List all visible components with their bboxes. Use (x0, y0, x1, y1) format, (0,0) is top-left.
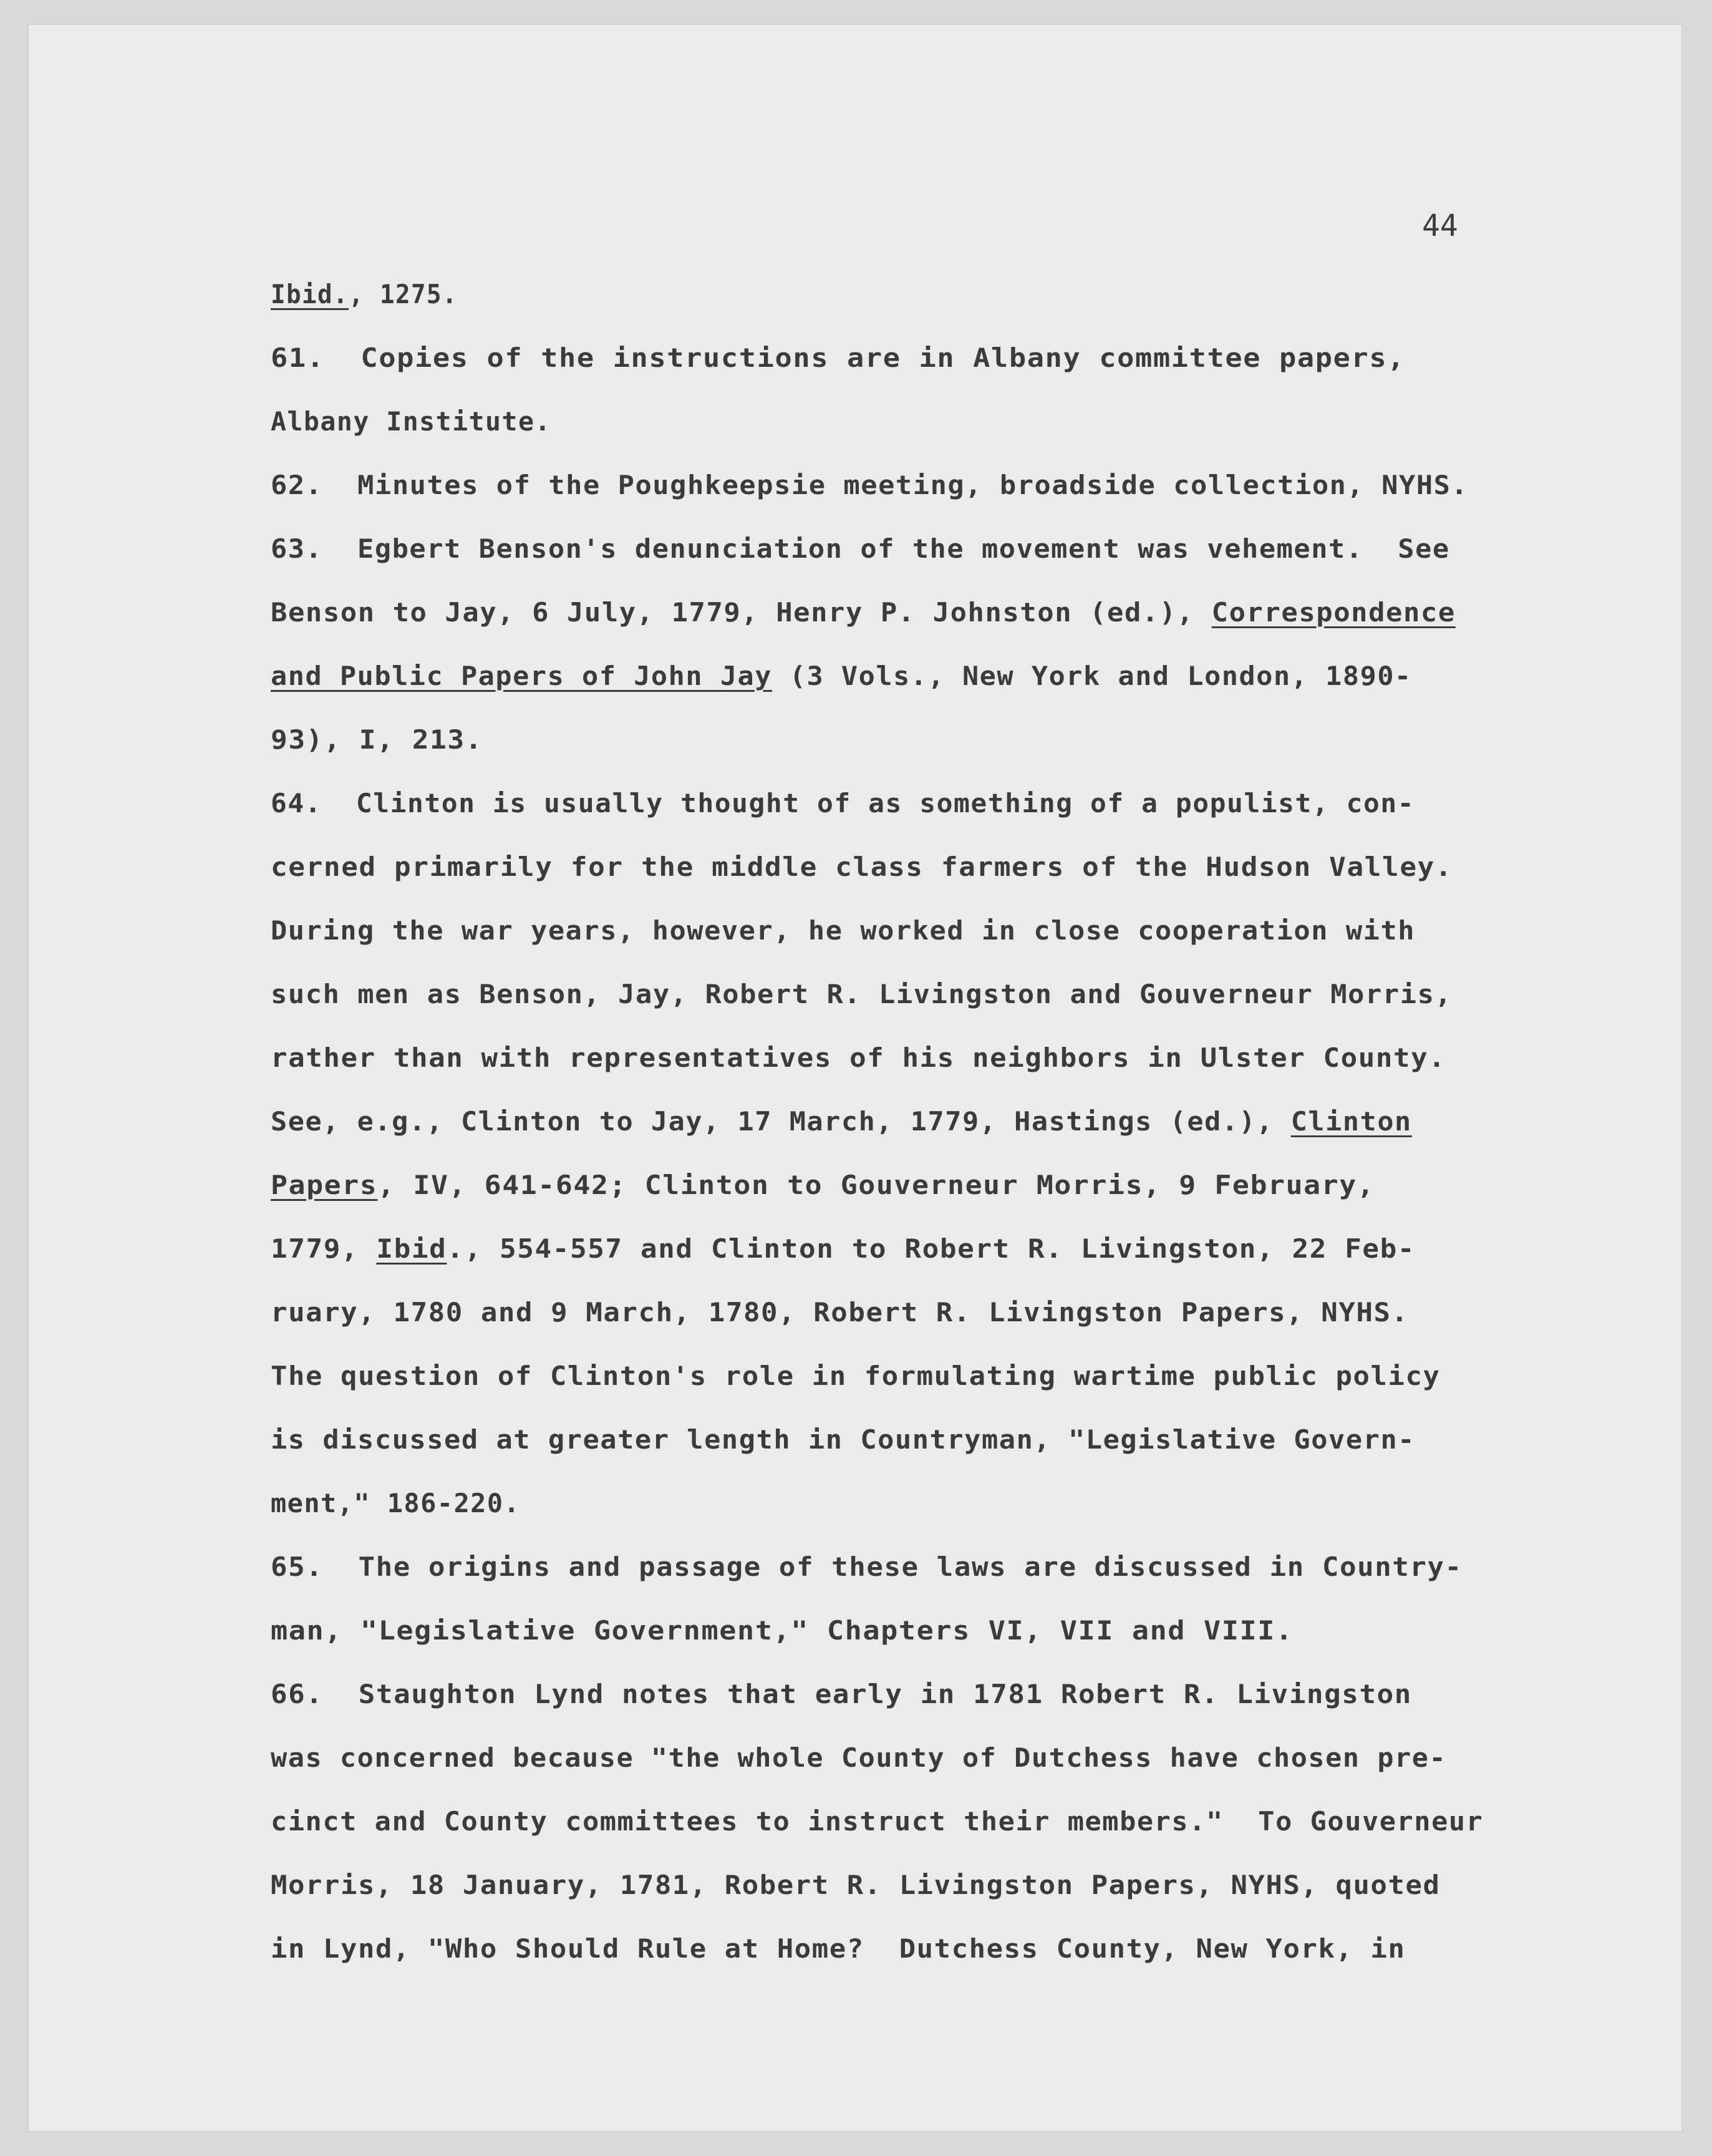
text-line (271, 1739, 1446, 1777)
line-text: 62. Minutes of the Poughkeepsie meeting, broadside collection, NYHS. (271, 470, 1469, 500)
line-text: ., 554-557 and Clinton to Robert R. Livingston, 22 Feb- (447, 1233, 1416, 1264)
underlined-text: Ibid. (271, 279, 349, 309)
text-line (271, 1612, 1294, 1649)
document-page (29, 25, 1681, 2131)
text-line (271, 276, 458, 313)
line-text: The question of Clinton's role in formulating wartime public policy (271, 1361, 1441, 1391)
text-line (271, 658, 1412, 695)
text-line (271, 1230, 1415, 1268)
text-line (271, 530, 1450, 568)
line-text: 64. Clinton is usually thought of as something of a populist, con- (271, 788, 1415, 818)
line-text: 93), I, 213. (271, 724, 483, 755)
line-text: man, "Legislative Government," Chapters VI, VII and VIII. (271, 1615, 1294, 1646)
line-text: , 1275. (348, 279, 458, 309)
underlined-text: Clinton (1290, 1106, 1412, 1137)
line-text: (3 Vols., New York and London, 1890- (772, 661, 1412, 691)
line-text: is discussed at greater length in Countryman, "Legislative Govern- (271, 1424, 1416, 1455)
line-text: rather than with representatives of his neighbors in Ulster County. (271, 1042, 1446, 1073)
text-line (271, 1548, 1463, 1586)
underlined-text: Ibid (376, 1233, 447, 1264)
line-text: Albany Institute. (271, 406, 551, 437)
line-text: cinct and County committees to instruct their members." To Gouverneur (271, 1806, 1484, 1837)
text-line (271, 785, 1415, 822)
line-text: See, e.g., Clinton to Jay, 17 March, 1779, Hastings (ed.), (271, 1106, 1291, 1137)
text-line (271, 1357, 1440, 1395)
line-text: ruary, 1780 and 9 March, 1780, Robert R. Livingston Papers, NYHS. (271, 1297, 1409, 1328)
text-line (271, 1167, 1375, 1204)
text-line (271, 1421, 1415, 1459)
text-line (271, 1103, 1412, 1140)
text-line (271, 403, 551, 440)
line-text: 65. The origins and passage of these laws are discussed in Country- (271, 1551, 1463, 1582)
line-text: such men as Benson, Jay, Robert R. Livingston and Gouverneur Morris, (271, 979, 1453, 1009)
text-line (271, 1867, 1440, 1904)
line-text: 1779, (271, 1233, 377, 1264)
text-line (271, 912, 1415, 949)
line-text: in Lynd, "Who Should Rule at Home? Dutchess County, New York, in (271, 1933, 1406, 1964)
line-text: Benson to Jay, 6 July, 1779, Henry P. Johnston (ed.), (271, 597, 1212, 628)
text-line (271, 976, 1452, 1013)
text-line (271, 1039, 1446, 1077)
text-line (271, 1485, 520, 1522)
text-line (271, 848, 1453, 886)
footnote-text (29, 25, 1681, 2131)
text-line (271, 467, 1468, 504)
underlined-text: Correspondence (1211, 597, 1456, 628)
line-text: During the war years, however, he worked in close cooperation with (271, 915, 1416, 946)
page-number: 44 (1422, 208, 1458, 243)
line-text: cerned primarily for the middle class farmers of the Hudson Valley. (271, 852, 1453, 882)
line-text: 63. Egbert Benson's denunciation of the movement was vehement. See (271, 533, 1450, 564)
line-text: 61. Copies of the instructions are in Albany committee papers, (271, 342, 1406, 373)
text-line (271, 1676, 1412, 1713)
text-line (271, 1294, 1409, 1331)
line-text: , IV, 641-642; Clinton to Gouverneur Morris, 9 February, (377, 1170, 1375, 1200)
line-text: 66. Staughton Lynd notes that early in 1781 Robert R. Livingston (271, 1679, 1412, 1709)
text-line (271, 339, 1405, 377)
line-text: ment," 186-220. (271, 1488, 521, 1518)
line-text: Morris, 18 January, 1781, Robert R. Livingston Papers, NYHS, quoted (271, 1870, 1441, 1900)
text-line (271, 594, 1456, 631)
underlined-text: Papers (271, 1170, 378, 1200)
line-text: was concerned because "the whole County of Dutchess have chosen pre- (271, 1742, 1447, 1773)
text-line (271, 1930, 1405, 1968)
underlined-text: and Public Papers of John Jay (271, 661, 773, 691)
text-line (271, 1803, 1483, 1840)
text-line (271, 721, 483, 759)
